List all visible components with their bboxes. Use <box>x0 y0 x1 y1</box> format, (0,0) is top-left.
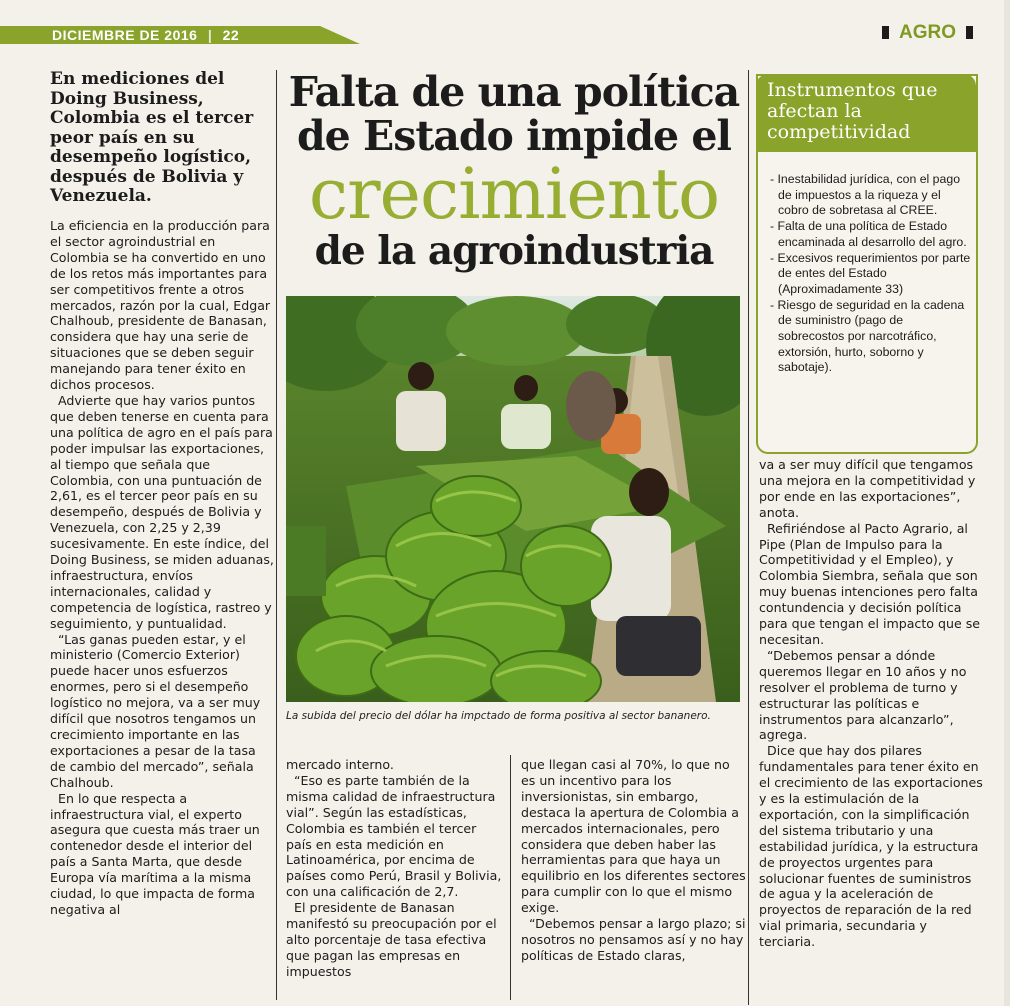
column-divider <box>276 70 277 755</box>
issue-date-label <box>52 27 239 43</box>
section-tag <box>872 22 983 44</box>
article-column-3 <box>521 757 746 964</box>
column-divider <box>510 755 511 1000</box>
headline-line-2: de Estado impide el <box>296 112 732 160</box>
headline-line-3: crecimiento <box>308 153 720 235</box>
paragraph: Dice que hay dos pilares fundamentales para tener éxito en el crecimiento de las exportaciones y es la estimulación de la exportación, con la simplificación del sistema tributario y una estabilidad jurídica, y la estructura de proyectos urgentes para solucionar fuentes de suministros de agua y la aceleración de proyectos de reparación de la red vial primaria, secundaria y terciaria. <box>759 743 983 950</box>
paragraph: “Eso es parte también de la misma calidad de infraestructura vial”. Según las estadísticas, Colombia es también el tercer país en esta medición en Latinoamérica, por encima de países como Perú, Brasil y Bolivia, con una calificación de 2,7. <box>286 772 502 900</box>
paragraph: “Debemos pensar a dónde queremos llegar en 10 años y no resolver el problema de turno y estructurar las políticas e instrumentos para alcanzarlo”, agrega. <box>759 647 967 743</box>
article-subtitle: En mediciones del Doing Business, Colombia es el tercer peor país en su desempeño logístico, después de Bolivia y Venezuela. <box>50 69 254 206</box>
paragraph: Advierte que hay varios puntos que deben tenerse en cuenta para una política de agro en el país para poder impulsar las exportaciones, al tiempo que señala que Colombia, con una puntuación de 2,61, es el tercer peor país en su desempeño, después de Bolivia y Venezuela, con 2,25 y 2,39 sucesivamente. En este índice, del Doing Business, se miden aduanas, infraestructura, envíos internacionales, calidad y competencia de logística, rastreo y seguimiento, y puntualidad. <box>50 392 274 631</box>
photo-caption: La subida del precio del dólar ha impctado de forma positiva al sector bananero. <box>286 710 711 722</box>
square-icon <box>966 26 973 39</box>
page-edge <box>1004 0 1010 1006</box>
paragraph: que llegan casi al 70%, lo que no es un incentivo para los inversionistas, sin embargo, destaca la apertura de Colombia a mercados internacionales, pero considera que deben haber las herramientas para que haya un equilibrio en los diferentes sectores para cumplir con lo que el mismo exige. <box>521 757 746 916</box>
paragraph: mercado interno. <box>286 757 394 772</box>
sidebar-title: Instrumentos que afectan la competitividad <box>767 79 938 143</box>
paragraph: va a ser muy difícil que tengamos una mejora en la competitividad y por ende en las exportaciones”, anota. <box>759 457 976 520</box>
paragraph: “Debemos pensar a largo plazo; si nosotros no pensamos así y no hay políticas de Estado claras, <box>521 916 746 963</box>
sidebar-list-item: - Falta de una política de Estado encaminada al desarrollo del agro. <box>766 219 971 250</box>
paragraph: “Las ganas pueden estar, y el ministerio (Comercio Exterior) puede hacer unos esfuerzos enormes, pero si el desempeño logístico no mejora, va a ser muy difícil que nosotros tengamos un crecimiento importante en las exportaciones a pesar de la tasa de cambio del mercado”, señala Chalhoub. <box>50 631 261 790</box>
article-column-2 <box>286 757 504 980</box>
page-number: 22 <box>222 27 240 43</box>
sidebar-list-item: - Excesivos requerimientos por parte de entes del Estado (Aproximadamente 33) <box>766 251 971 298</box>
headline-line-4: de la agroindustria <box>314 228 714 274</box>
column-divider <box>276 755 277 1000</box>
separator: | <box>207 27 213 43</box>
article-column-4 <box>759 457 984 950</box>
paragraph: En lo que respecta a infraestructura vial, el experto asegura que cuesta más traer un contenedor desde el interior del país a Santa Marta, que desde Europa vía marítima a la misma ciudad, lo que impacta de forma negativa al <box>50 790 260 917</box>
headline-line-1: Falta de una política <box>288 68 740 116</box>
issue-date: DICIEMBRE DE 2016 <box>52 27 198 43</box>
paragraph: La eficiencia en la producción para el sector agroindustrial en Colombia se ha convertido en uno de los retos más importantes para ser competitivos frente a otros mercados, razón por la cual, Edgar Chalhoub, presidente de Banasan, considera que hay una serie de situaciones que se deben seguir manejando para tener éxito en dichos procesos. <box>50 218 271 393</box>
paragraph: Refiriéndose al Pacto Agrario, al Pipe (Plan de Impulso para la Competitividad y el Empleo), y Colombia Siembra, señala que son muy buenas intenciones pero falta contundencia y decisión política para que tengan el impacto que se necesitan. <box>759 520 981 647</box>
sidebar-list-item: - Riesgo de seguridad en la cadena de suministro (pago de sobrecostos por narcotráfico, extorsión, hurto, soborno y sabotaje). <box>766 298 971 377</box>
article-headline <box>284 70 744 272</box>
square-icon <box>882 26 889 39</box>
sidebar-list <box>766 172 971 376</box>
paragraph: El presidente de Banasan manifestó su preocupación por el alto porcentaje de tasa efectiva que pagan las empresas en impuestos <box>286 900 497 979</box>
section-name: AGRO <box>899 22 956 43</box>
banana-harvest-photo <box>286 296 740 702</box>
sidebar-list-item: - Inestabilidad jurídica, con el pago de impuestos a la riqueza y el cobro de sobretasa al CREE. <box>766 172 971 219</box>
article-column-1 <box>50 218 275 918</box>
column-divider <box>748 70 749 1005</box>
